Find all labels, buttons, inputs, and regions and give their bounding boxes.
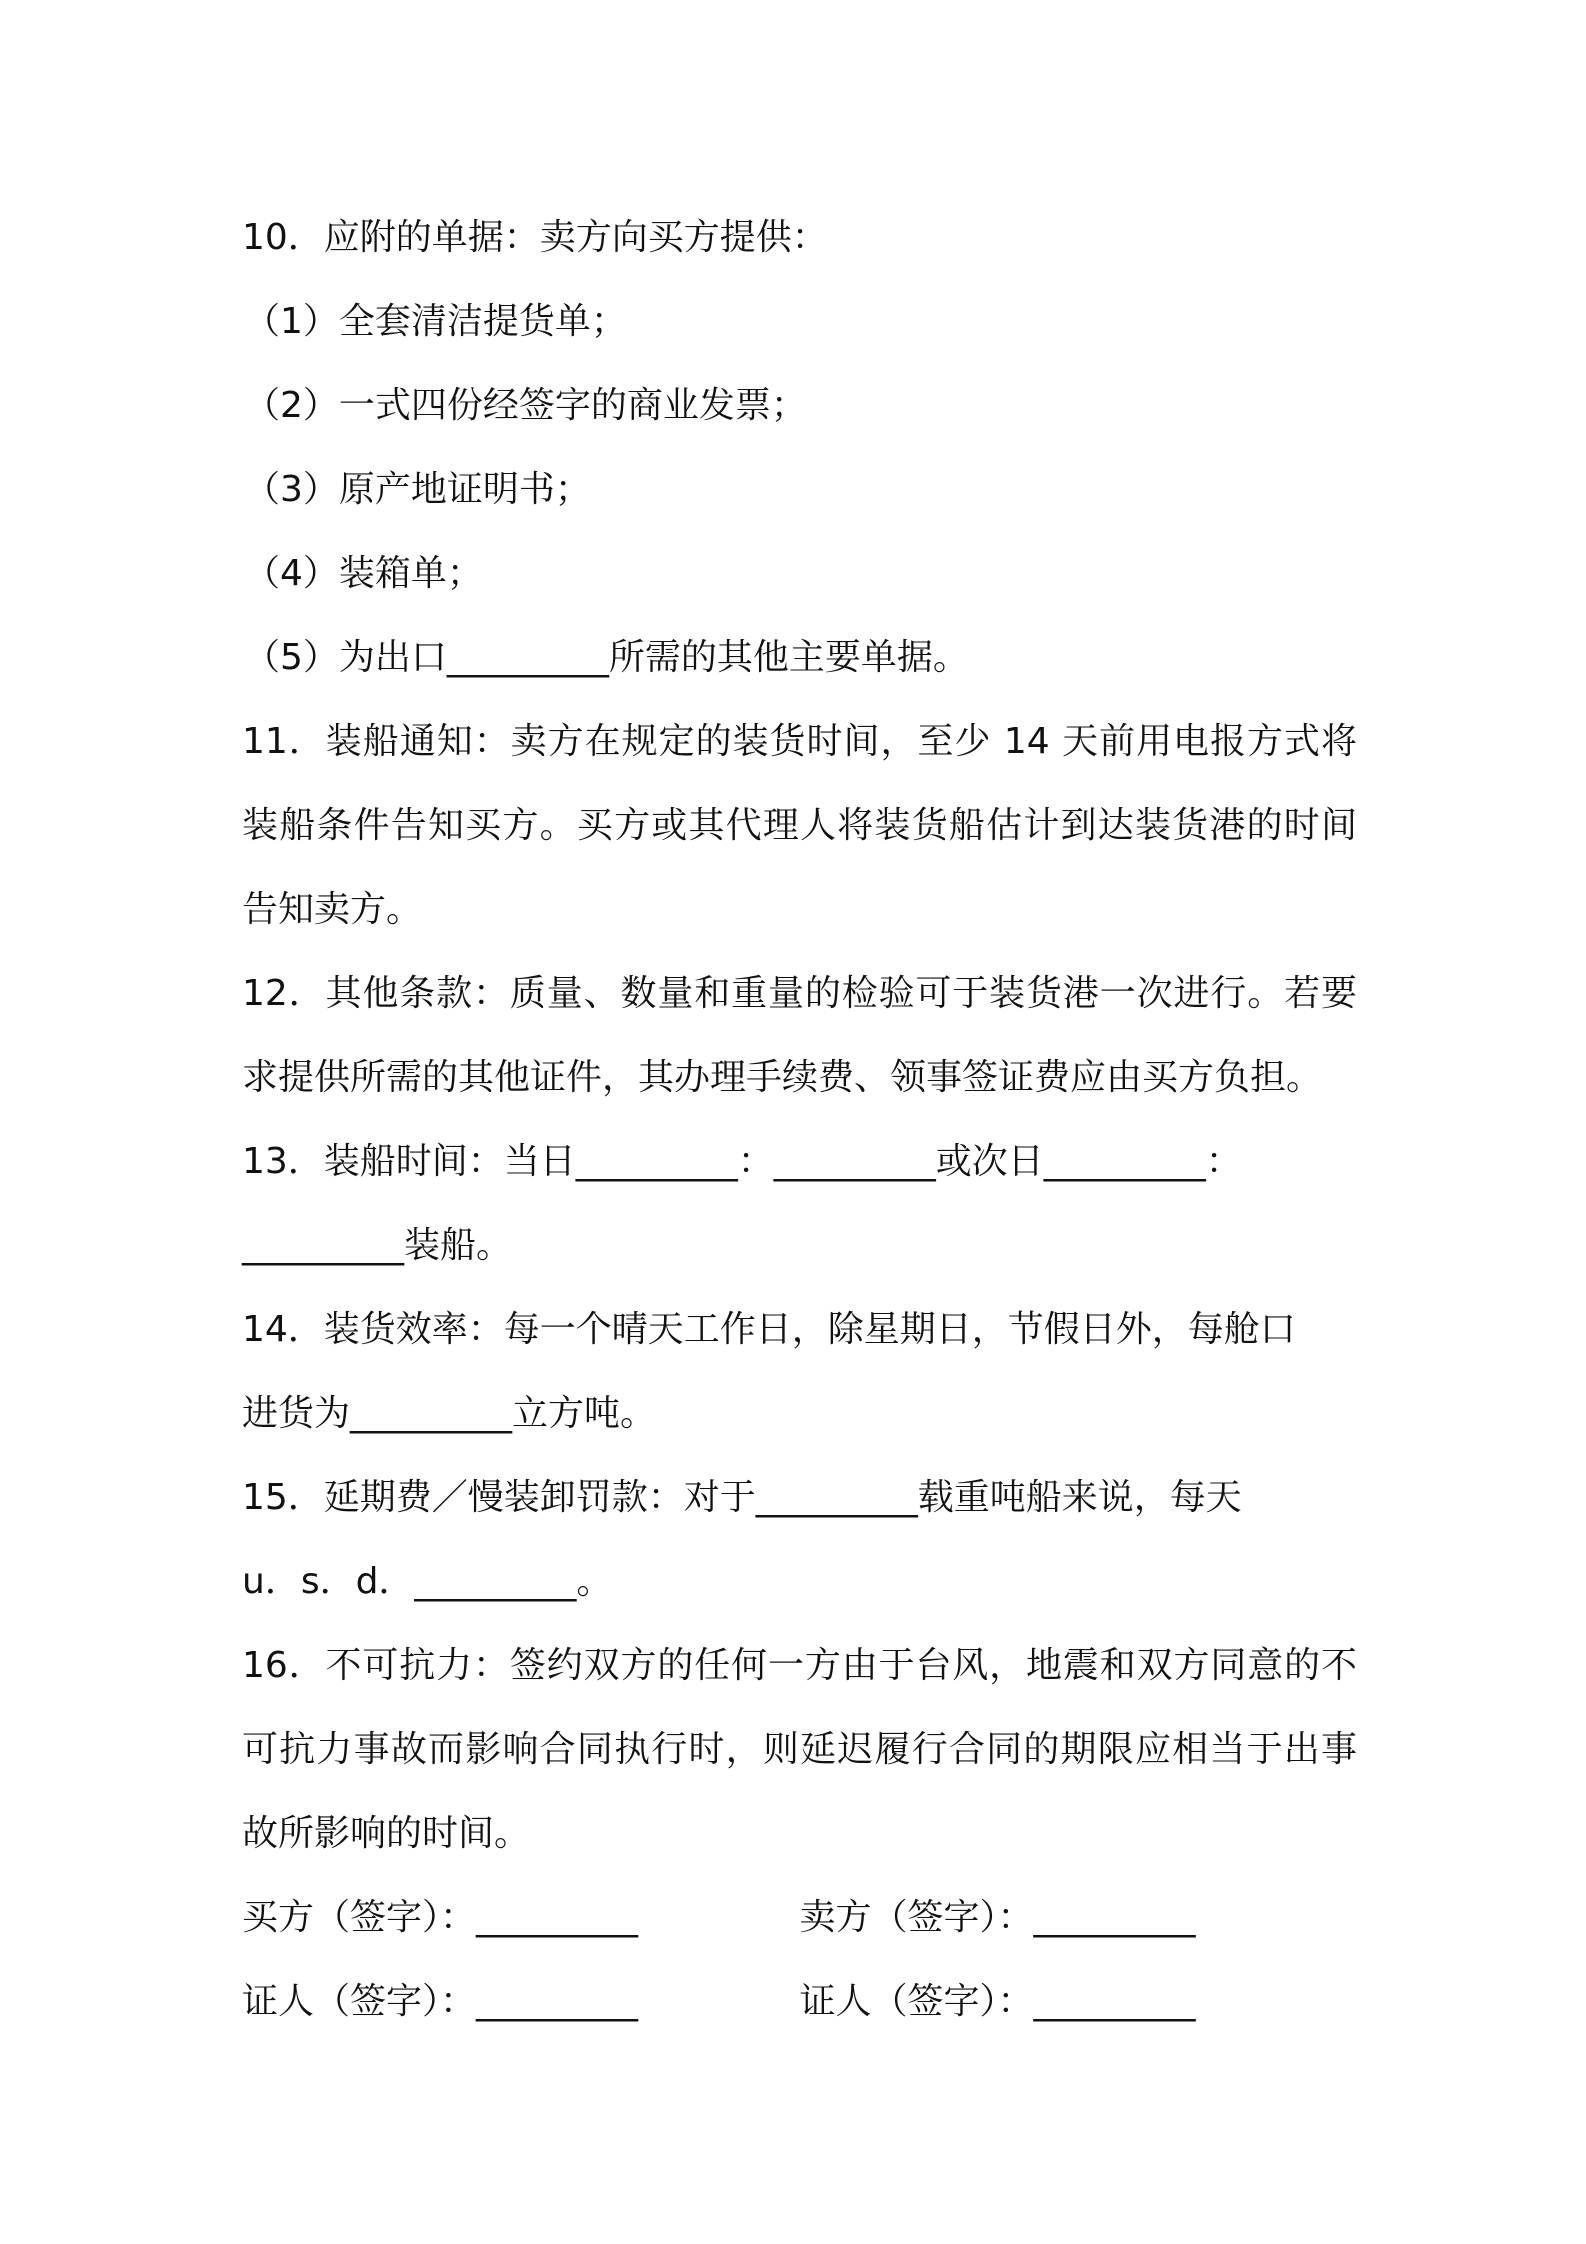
signature-row-parties (242, 1876, 1357, 1960)
contract-body (242, 196, 1357, 2044)
section-15-line-2: u．s．d．_________。 (242, 1561, 613, 1602)
section-13-line-1: 13．装船时间：当日_________：_________或次日_________： (242, 1141, 1242, 1182)
seller-signature: 卖方（签字）：_________ (799, 1897, 1196, 1938)
section-10-item-1: （1）全套清洁提货单； (244, 301, 627, 342)
section-14-line-1: 14．装货效率：每一个晴天工作日，除星期日，节假日外，每舱口 (242, 1309, 1296, 1350)
section-10-item-2: （2）一式四份经签字的商业发票； (244, 385, 807, 426)
section-10-item-5: （5）为出口_________所需的其他主要单据。 (244, 637, 969, 678)
buyer-signature: 买方（签字）：_________ (242, 1897, 639, 1938)
section-13-line-2: _________装船。 (242, 1225, 513, 1266)
section-15-line-1: 15．延期费／慢装卸罚款：对于_________载重吨船来说，每天 (242, 1477, 1242, 1518)
signature-row-witnesses (242, 1960, 1357, 2044)
section-12-text: 12．其他条款：质量、数量和重量的检验可于装货港一次进行。若要求提供所需的其他证件，其办理手续费、领事签证费应由买方负担。 (242, 973, 1357, 1098)
section-11-text: 11．装船通知：卖方在规定的装货时间，至少 14 天前用电报方式将装船条件告知买方。买方或其代理人将装货船估计到达装货港的时间告知卖方。 (242, 721, 1357, 930)
section-14-line-2: 进货为_________立方吨。 (242, 1393, 657, 1434)
section-10-item-3: （3）原产地证明书； (244, 469, 591, 510)
witness-left-signature: 证人（签字）：_________ (242, 1981, 639, 2022)
section-10-heading: 10．应附的单据：卖方向买方提供： (242, 217, 828, 258)
witness-right-signature: 证人（签字）：_________ (799, 1981, 1196, 2022)
section-16-text: 16．不可抗力：签约双方的任何一方由于台风，地震和双方同意的不可抗力事故而影响合同执行时，则延迟履行合同的期限应相当于出事故所影响的时间。 (242, 1645, 1357, 1854)
section-10-item-4: （4）装箱单； (244, 553, 483, 594)
